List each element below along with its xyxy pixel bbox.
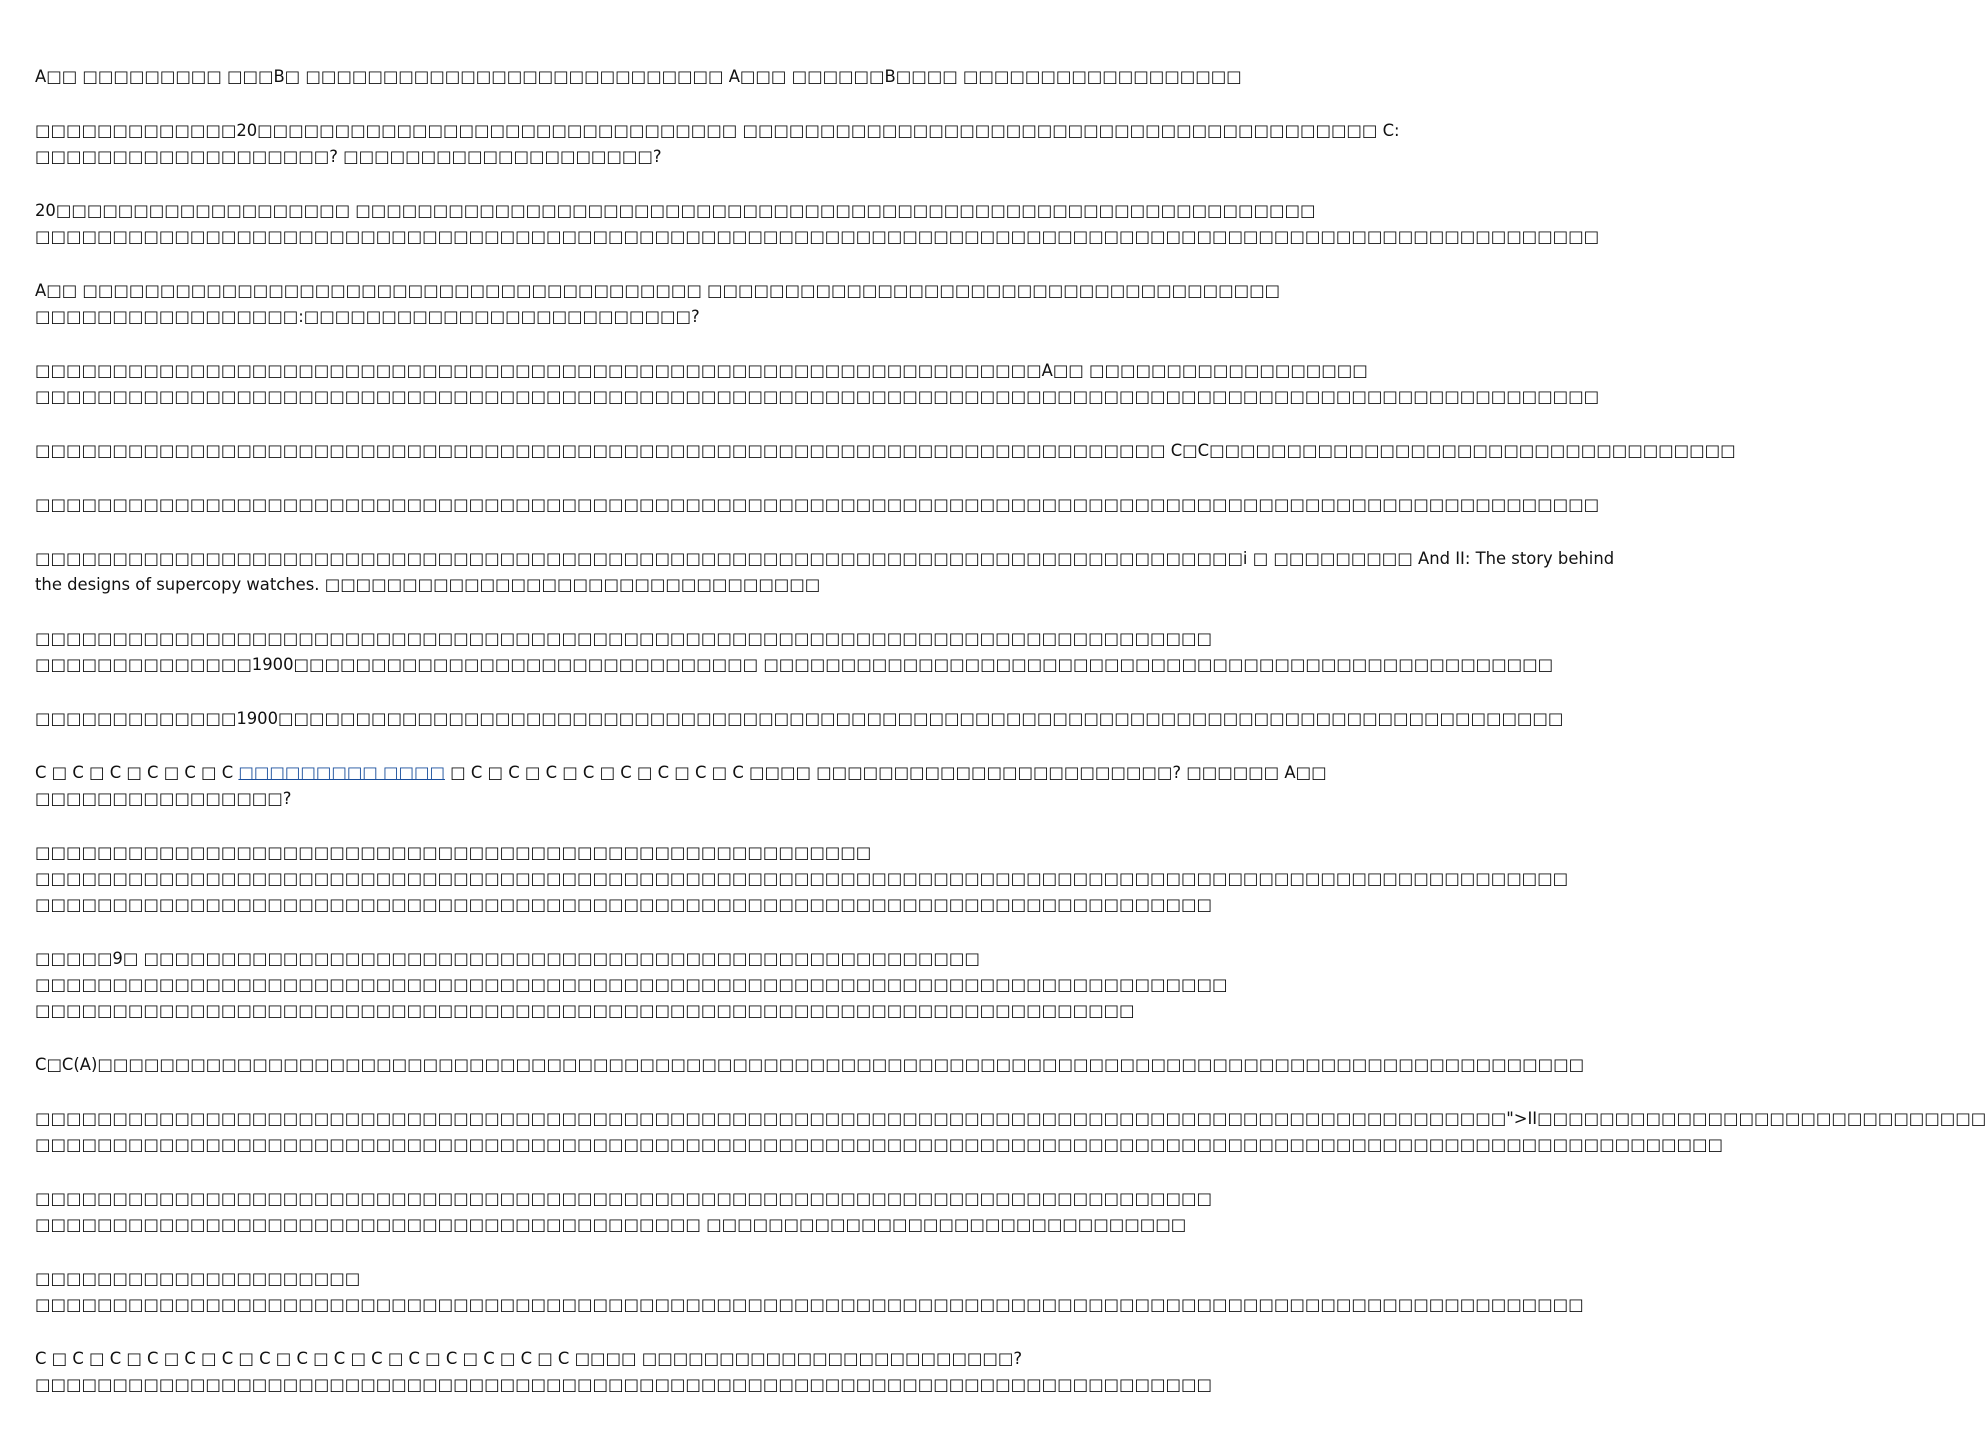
- text-line: □□□□□□□□□□□□□□□□□□□□□□□□□□□□□□□□□□□□□□□□□□□□□□□□□□□□□□□□□□□□□□□□□□□□□□□□□□□□□□□□□□□□□□□□□□□□□□□□□□□□□: [35, 227, 1600, 246]
- document-body: [35, 64, 1986, 1426]
- text-line: □□□□□9□ □□□□□□□□□□□□□□□□□□□□□□□□□□□□□□□□□□□□□□□□□□□□□□□□□□□□□□: [35, 949, 980, 968]
- paragraph-1: [35, 64, 1242, 90]
- text-line: 20□□□□□□□□□□□□□□□□□□□ □□□□□□□□□□□□□□□□□□□□□□□□□□□□□□□□□□□□□□□□□□□□□□□□□□□□□□□□□□□□□□: [35, 201, 1316, 220]
- text-line-with-link: [35, 760, 1327, 786]
- paragraph-4: [35, 278, 1281, 330]
- text-line: □□□□□□□□□□□□□□□□□□□□□□□□□□□□□□□□□□□□□□□□□□□□□□□□□□□□□□□□□□□□□□□□□□□□□□□: [35, 1001, 1135, 1020]
- text-line: □□□□□□□□□□□□□□□□?: [35, 789, 292, 808]
- text-line: □□□□□□□□□□□□□□□□□:□□□□□□□□□□□□□□□□□□□□□□□□□?: [35, 307, 700, 326]
- text-line: C□C(A)□□□□□□□□□□□□□□□□□□□□□□□□□□□□□□□□□□□□□□□□□□□□□□□□□□□□□□□□□□□□□□□□□□□□□□□□□□□□□□□□□□□□□□□□□□□□□□□□: [35, 1055, 1585, 1074]
- text-line: □□□□□□□□□□□□□□□□□□□□□□□□□□□□□□□□□□□□□□□□□□□□□□□□□□□□□□□□□□□□□□□□□□□□□□□□□□□□□□□□□□□□□□□□□□□□□□□□□□□□□: [35, 495, 1600, 514]
- paragraph-12: [35, 840, 1569, 918]
- text-line: □□□□□□□□□□□□□□□□□□□? □□□□□□□□□□□□□□□□□□□□?: [35, 147, 662, 166]
- paragraph-7: [35, 492, 1600, 518]
- paragraph-5: [35, 358, 1600, 410]
- text-line: □□□□□□□□□□□□□□□□□□□□□□□□□□□□□□□□□□□□□□□□□□□□□□□□□□□□□□□□□□□□□□□□□□□□□□□□□□□□: [35, 1375, 1212, 1394]
- text-line: □□□□□□□□□□□□□□1900□□□□□□□□□□□□□□□□□□□□□□□□□□□□□□ □□□□□□□□□□□□□□□□□□□□□□□□□□□□□□□□□□□□□□□□□□□□□□□□□□□: [35, 655, 1554, 674]
- text-line: □□□□□□□□□□□□□□□□□□□□□□□□□□□□□□□□□□□□□□□□□□□□□□□□□□□□□□□□□□□□□□□□□□□□□□□□□□□□: [35, 629, 1212, 648]
- text-line: □□□□□□□□□□□□□□□□□□□□□□□□□□□□□□□□□□□□□□□□□□□ □□□□□□□□□□□□□□□□□□□□□□□□□□□□□□□: [35, 1215, 1187, 1234]
- text-line: □□□□□□□□□□□□□□□□□□□□□□□□□□□□□□□□□□□□□□□□□□□□□□□□□□□□□□□□□□□□□□□□□□□□□□□□□□□□□□□□□□□□□□□□□□□□□□□□□□□□□□□□□□□□□: [35, 1135, 1724, 1154]
- text-line: □□□□□□□□□□□□□□□□□□□□□□□□□□□□□□□□□□□□□□□□□□□□□□□□□□□□□□□□□□□□□□□□□□□□□□□□□□□□: [35, 895, 1212, 914]
- inline-link[interactable]: □□□□□□□□□ □□□□: [238, 763, 445, 782]
- text-line: the designs of supercopy watches. □□□□□□□□□□□□□□□□□□□□□□□□□□□□□□□□: [35, 575, 821, 594]
- text-line: □□□□□□□□□□□□□□□□□□□□□□□□□□□□□□□□□□□□□□□□□□□□□□□□□□□□□□□□□□□□□□□□□□□□□□□□□□□□□□□□□□□□□□□□□□□□□□□□□□□: [35, 869, 1569, 888]
- paragraph-16: [35, 1186, 1212, 1238]
- text-line: □□□□□□□□□□□□□□□□□□□□□□□□□□□□□□□□□□□□□□□□□□□□□□□□□□□□□□□□□□□□□□□□□□□□□□□□□□□□□□□□□□□□□□□□□□□□□□□□□□□□: [35, 1295, 1584, 1314]
- paragraph-11: [35, 760, 1327, 812]
- text-line: A□□ □□□□□□□□□□□□□□□□□□□□□□□□□□□□□□□□□□□□□□□□ □□□□□□□□□□□□□□□□□□□□□□□□□□□□□□□□□□□□□: [35, 281, 1281, 300]
- text-line: □□□□□□□□□□□□□□□□□□□□□: [35, 1269, 361, 1288]
- paragraph-2: [35, 118, 1400, 170]
- paragraph-17: [35, 1266, 1584, 1318]
- paragraph-10: [35, 706, 1564, 732]
- text-line: □□□□□□□□□□□□□20□□□□□□□□□□□□□□□□□□□□□□□□□□□□□□□ □□□□□□□□□□□□□□□□□□□□□□□□□□□□□□□□□□□□□□□□□ C:: [35, 121, 1400, 140]
- text-line: □□□□□□□□□□□□□□□□□□□□□□□□□□□□□□□□□□□□□□□□□□□□□□□□□□□□□□□□□□□□□□□□□□□□□□□□□□□□□□□□□□□□□□□□□□□□□□□">II□□□□□□□□□□□□□□□□□□□□□□□□□□□□□: [35, 1109, 1986, 1128]
- text-line: □□□□□□□□□□□□□□□□□□□□□□□□□□□□□□□□□□□□□□□□□□□□□□□□□□□□□□□□□□□□□□□□□□□□□□□□□ C□C□□□□□□□□□□□□□□□□□□□□□□□□□□□□□□□□□□: [35, 441, 1736, 460]
- text-line: □□□□□□□□□□□□□□□□□□□□□□□□□□□□□□□□□□□□□□□□□□□□□□□□□□□□□□□□□□□□□□□□□□□□□□□□□□□□□: [35, 975, 1228, 994]
- text-line: □□□□□□□□□□□□□1900□□□□□□□□□□□□□□□□□□□□□□□□□□□□□□□□□□□□□□□□□□□□□□□□□□□□□□□□□□□□□□□□□□□□□□□□□□□□□□□□□□□: [35, 709, 1564, 728]
- paragraph-3: [35, 198, 1600, 250]
- text-line: □□□□□□□□□□□□□□□□□□□□□□□□□□□□□□□□□□□□□□□□□□□□□□□□□□□□□□□□□□□□□□□□□□□□□□□□□□□□□□i □ □□□□□□□□□ And II: The story behind: [35, 549, 1615, 568]
- paragraph-6: [35, 438, 1736, 464]
- text-line: □□□□□□□□□□□□□□□□□□□□□□□□□□□□□□□□□□□□□□□□□□□□□□□□□□□□□□□□□□□□□□□□□□□□□□□□□□□□□□□□□□□□□□□□□□□□□□□□□□□□□: [35, 387, 1600, 406]
- paragraph-13: [35, 946, 1228, 1024]
- paragraph-8: [35, 546, 1615, 598]
- text-segment: □ C □ C □ C □ C □ C □ C □ C □ C □□□□ □□□□□□□□□□□□□□□□□□□□□□□? □□□□□□ A□□: [444, 763, 1327, 782]
- paragraph-18: [35, 1346, 1212, 1398]
- paragraph-15: [35, 1106, 1986, 1158]
- text-line: A□□ □□□□□□□□□ □□□B□ □□□□□□□□□□□□□□□□□□□□□□□□□□□ A□□□ □□□□□□B□□□□ □□□□□□□□□□□□□□□□□□: [35, 67, 1242, 86]
- text-line: C □ C □ C □ C □ C □ C □ C □ C □ C □ C □ C □ C □ C □ C □ C □□□□ □□□□□□□□□□□□□□□□□□□□□□□□?: [35, 1349, 1023, 1368]
- text-segment: C □ C □ C □ C □ C □ C: [35, 763, 239, 782]
- text-line: □□□□□□□□□□□□□□□□□□□□□□□□□□□□□□□□□□□□□□□□□□□□□□□□□□□□□□□□□□□□□□□□□A□□ □□□□□□□□□□□□□□□□□□: [35, 361, 1368, 380]
- paragraph-9: [35, 626, 1554, 678]
- text-line: □□□□□□□□□□□□□□□□□□□□□□□□□□□□□□□□□□□□□□□□□□□□□□□□□□□□□□: [35, 843, 872, 862]
- paragraph-14: [35, 1052, 1585, 1078]
- text-line: □□□□□□□□□□□□□□□□□□□□□□□□□□□□□□□□□□□□□□□□□□□□□□□□□□□□□□□□□□□□□□□□□□□□□□□□□□□□: [35, 1189, 1212, 1208]
